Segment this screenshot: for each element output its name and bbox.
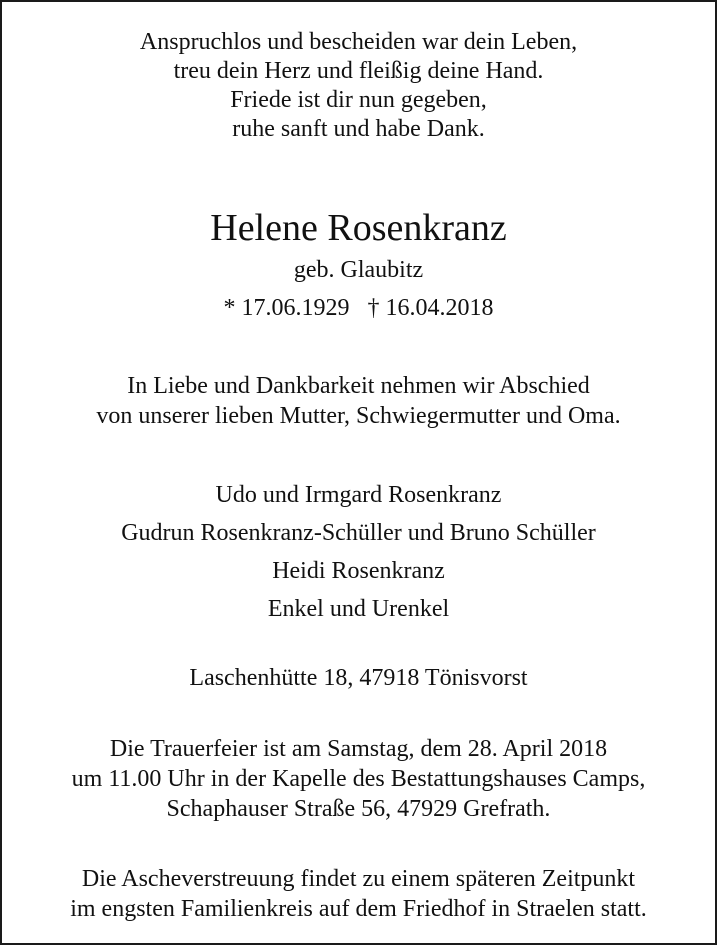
mourner-line-3: Heidi Rosenkranz xyxy=(272,558,445,584)
deceased-name: Helene Rosenkranz xyxy=(210,207,507,249)
poem-line-1: Anspruchlos und bescheiden war dein Leben, xyxy=(139,29,578,55)
farewell-line-1: In Liebe und Dankbarkeit nehmen wir Abschied xyxy=(127,373,590,399)
mourner-line-2: Gudrun Rosenkranz-Schüller und Bruno Schüller xyxy=(121,520,596,546)
service-line-1: Die Trauerfeier ist am Samstag, dem 28. April 2018 xyxy=(109,736,608,762)
mourners-address: Laschenhütte 18, 47918 Tönisvorst xyxy=(189,665,528,691)
mourner-line-4: Enkel und Urenkel xyxy=(267,596,450,622)
ashes-line-2: im engsten Familienkreis auf dem Friedhof in Straelen statt. xyxy=(70,896,647,922)
service-line-3: Schaphauser Straße 56, 47929 Grefrath. xyxy=(166,796,551,822)
ashes-line-1: Die Ascheverstreuung findet zu einem späteren Zeitpunkt xyxy=(81,866,636,892)
service-line-2: um 11.00 Uhr in der Kapelle des Bestattungshauses Camps, xyxy=(71,766,646,792)
poem-line-2: treu dein Herz und fleißig deine Hand. xyxy=(173,58,544,84)
poem-line-4: ruhe sanft und habe Dank. xyxy=(232,116,485,142)
life-dates: * 17.06.1929 † 16.04.2018 xyxy=(223,295,494,321)
birth-name: geb. Glaubitz xyxy=(293,257,424,283)
poem-line-3: Friede ist dir nun gegeben, xyxy=(230,87,487,113)
mourner-line-1: Udo und Irmgard Rosenkranz xyxy=(215,482,502,508)
farewell-line-2: von unserer lieben Mutter, Schwiegermutter und Oma. xyxy=(96,403,621,429)
